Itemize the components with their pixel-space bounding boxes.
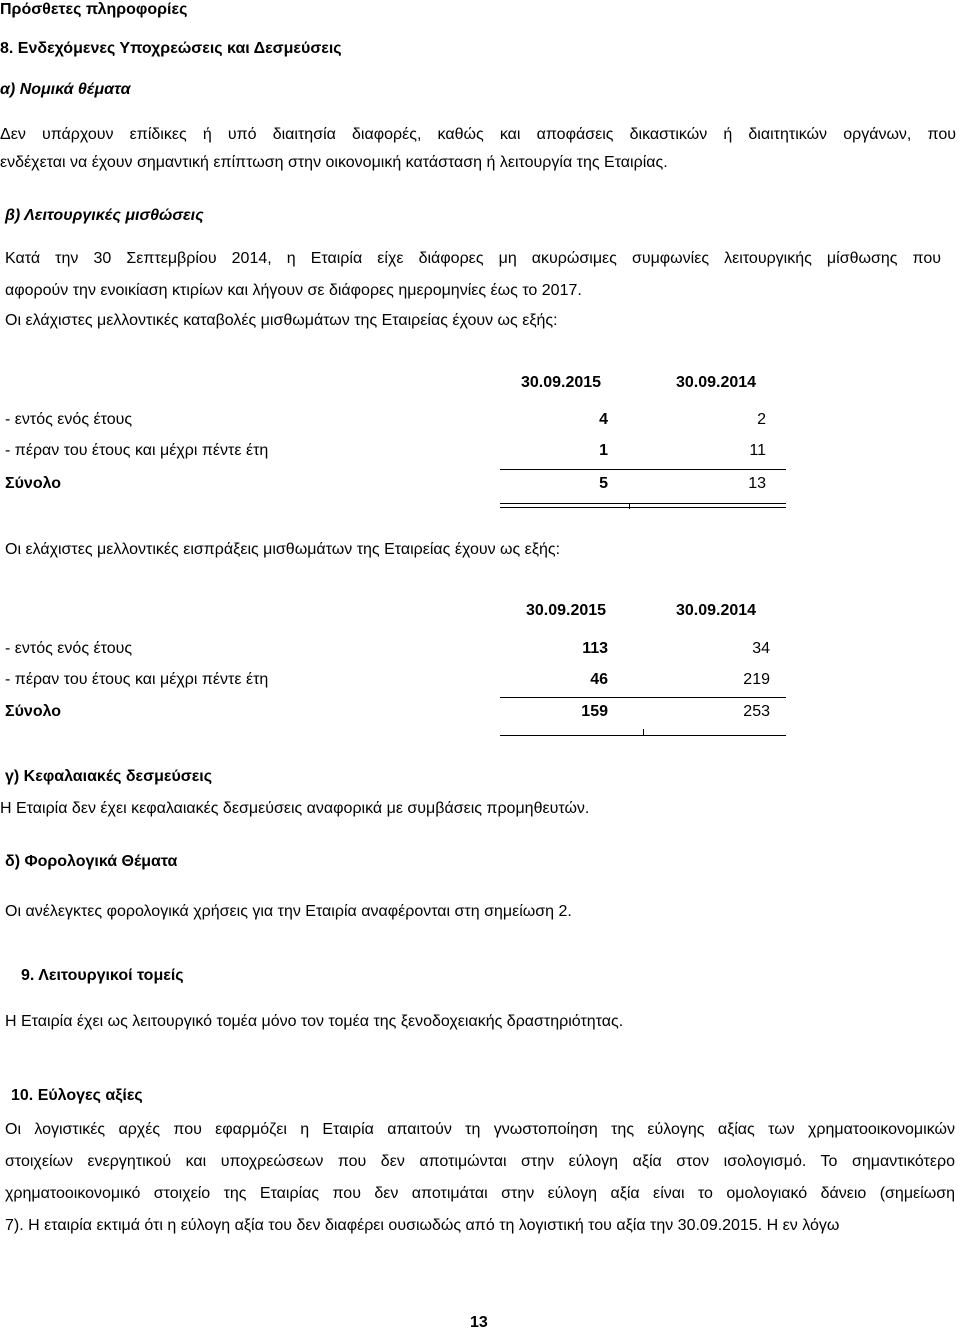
receipts-col-2014: 30.09.2014 xyxy=(676,602,757,619)
page-number: 13 xyxy=(470,1314,488,1331)
table-row-label: - εντός ενός έτους xyxy=(5,640,133,657)
table-cell: 2 xyxy=(757,411,766,428)
subtotal-rule xyxy=(500,469,786,470)
note-9-text: Η Εταιρία έχει ως λειτουργικό τομέα μόνο τον τομέα της ξενοδοχειακής δραστηριότητας. xyxy=(5,1013,624,1030)
note-8a-line-1: Δεν υπάρχουν επίδικες ή υπό διαιτησία διαφορές, καθώς και αποφάσεις δικαστικών ή διαιτητικών οργάνων, που xyxy=(0,126,956,143)
table-cell: 113 xyxy=(582,640,608,657)
table-row-label: - πέραν του έτους και μέχρι πέντε έτη xyxy=(5,671,269,688)
payments-intro: Οι ελάχιστες μελλοντικές καταβολές μισθωμάτων της Εταιρείας έχουν ως εξής: xyxy=(5,312,558,329)
note-10-line-4: 7). Η εταιρία εκτιμά ότι η εύλογη αξία του δεν διαφέρει ουσιωδώς από τη λογιστική του αξία την 30.09.2015. Η εν λόγω xyxy=(5,1217,840,1234)
note-10-line-3: χρηματοοικονομικό στοιχείο της Εταιρίας που δεν αποτιμάται στην εύλογη αξία είναι το ομολογιακό δάνειο (σημείωση xyxy=(5,1185,955,1202)
table-total-label: Σύνολο xyxy=(5,475,62,492)
note-8c-text: Η Εταιρία δεν έχει κεφαλαιακές δεσμεύσεις αναφορικά με συμβάσεις προμηθευτών. xyxy=(0,800,590,817)
note-8a-line-2: ενδέχεται να έχουν σημαντική επίπτωση στην οικονομική κατάσταση ή λειτουργία της Εταιρίας. xyxy=(0,154,668,171)
table-total-cell: 13 xyxy=(748,475,766,492)
subtotal-rule xyxy=(500,697,786,698)
column-separator xyxy=(629,503,630,509)
payments-col-2015: 30.09.2015 xyxy=(521,374,602,391)
table-cell: 11 xyxy=(749,442,766,459)
note-8a-title: α) Νομικά θέματα xyxy=(0,81,131,98)
column-separator xyxy=(643,729,644,735)
note-8b-line-1: Κατά την 30 Σεπτεμβρίου 2014, η Εταιρία είχε διάφορες μη ακυρώσιμες συμφωνίες λειτουργικής μίσθωσης που xyxy=(5,250,941,267)
table-row-label: - εντός ενός έτους xyxy=(5,411,133,428)
table-cell: 46 xyxy=(590,671,608,688)
note-10-line-2: στοιχείων ενεργητικού και υποχρεώσεων που δεν αποτιμώνται στην εύλογη αξία στον ισολογισμό. Το σημαντικότερο xyxy=(5,1153,955,1170)
section-header: Πρόσθετες πληροφορίες xyxy=(0,1,188,18)
table-cell: 1 xyxy=(599,442,608,459)
note-8d-title: δ) Φορολογικά Θέματα xyxy=(5,853,178,870)
total-double-rule xyxy=(500,503,786,508)
table-cell: 219 xyxy=(743,671,770,688)
table-cell: 4 xyxy=(599,411,608,428)
table-cell: 34 xyxy=(752,640,770,657)
note-8b-title: β) Λειτουργικές μισθώσεις xyxy=(5,207,204,224)
table-row-label: - πέραν του έτους και μέχρι πέντε έτη xyxy=(5,442,269,459)
note-10-line-1: Οι λογιστικές αρχές που εφαρμόζει η Εταιρία απαιτούν τη γνωστοποίηση της εύλογης αξίας των χρηματοοικονομικών xyxy=(5,1121,955,1138)
note-8c-title: γ) Κεφαλαιακές δεσμεύσεις xyxy=(5,768,213,785)
note-8d-text: Οι ανέλεγκτες φορολογικά χρήσεις για την Εταιρία αναφέρονται στη σημείωση 2. xyxy=(5,903,572,920)
receipts-intro: Οι ελάχιστες μελλοντικές εισπράξεις μισθωμάτων της Εταιρείας έχουν ως εξής: xyxy=(5,541,561,558)
table-total-cell: 159 xyxy=(581,703,608,720)
table-total-label: Σύνολο xyxy=(5,703,62,720)
table-total-cell: 5 xyxy=(599,475,608,492)
note-9-title: 9. Λειτουργικοί τομείς xyxy=(21,967,184,984)
note-8-title: 8. Ενδεχόμενες Υποχρεώσεις και Δεσμεύσεις xyxy=(0,40,342,57)
payments-col-2014: 30.09.2014 xyxy=(676,374,757,391)
note-10-title: 10. Εύλογες αξίες xyxy=(11,1087,143,1104)
note-8b-line-2: αφορούν την ενοικίαση κτιρίων και λήγουν σε διάφορες ημερομηνίες έως το 2017. xyxy=(5,282,582,299)
receipts-col-2015: 30.09.2015 xyxy=(526,602,607,619)
table-total-cell: 253 xyxy=(743,703,770,720)
total-rule xyxy=(500,735,786,736)
